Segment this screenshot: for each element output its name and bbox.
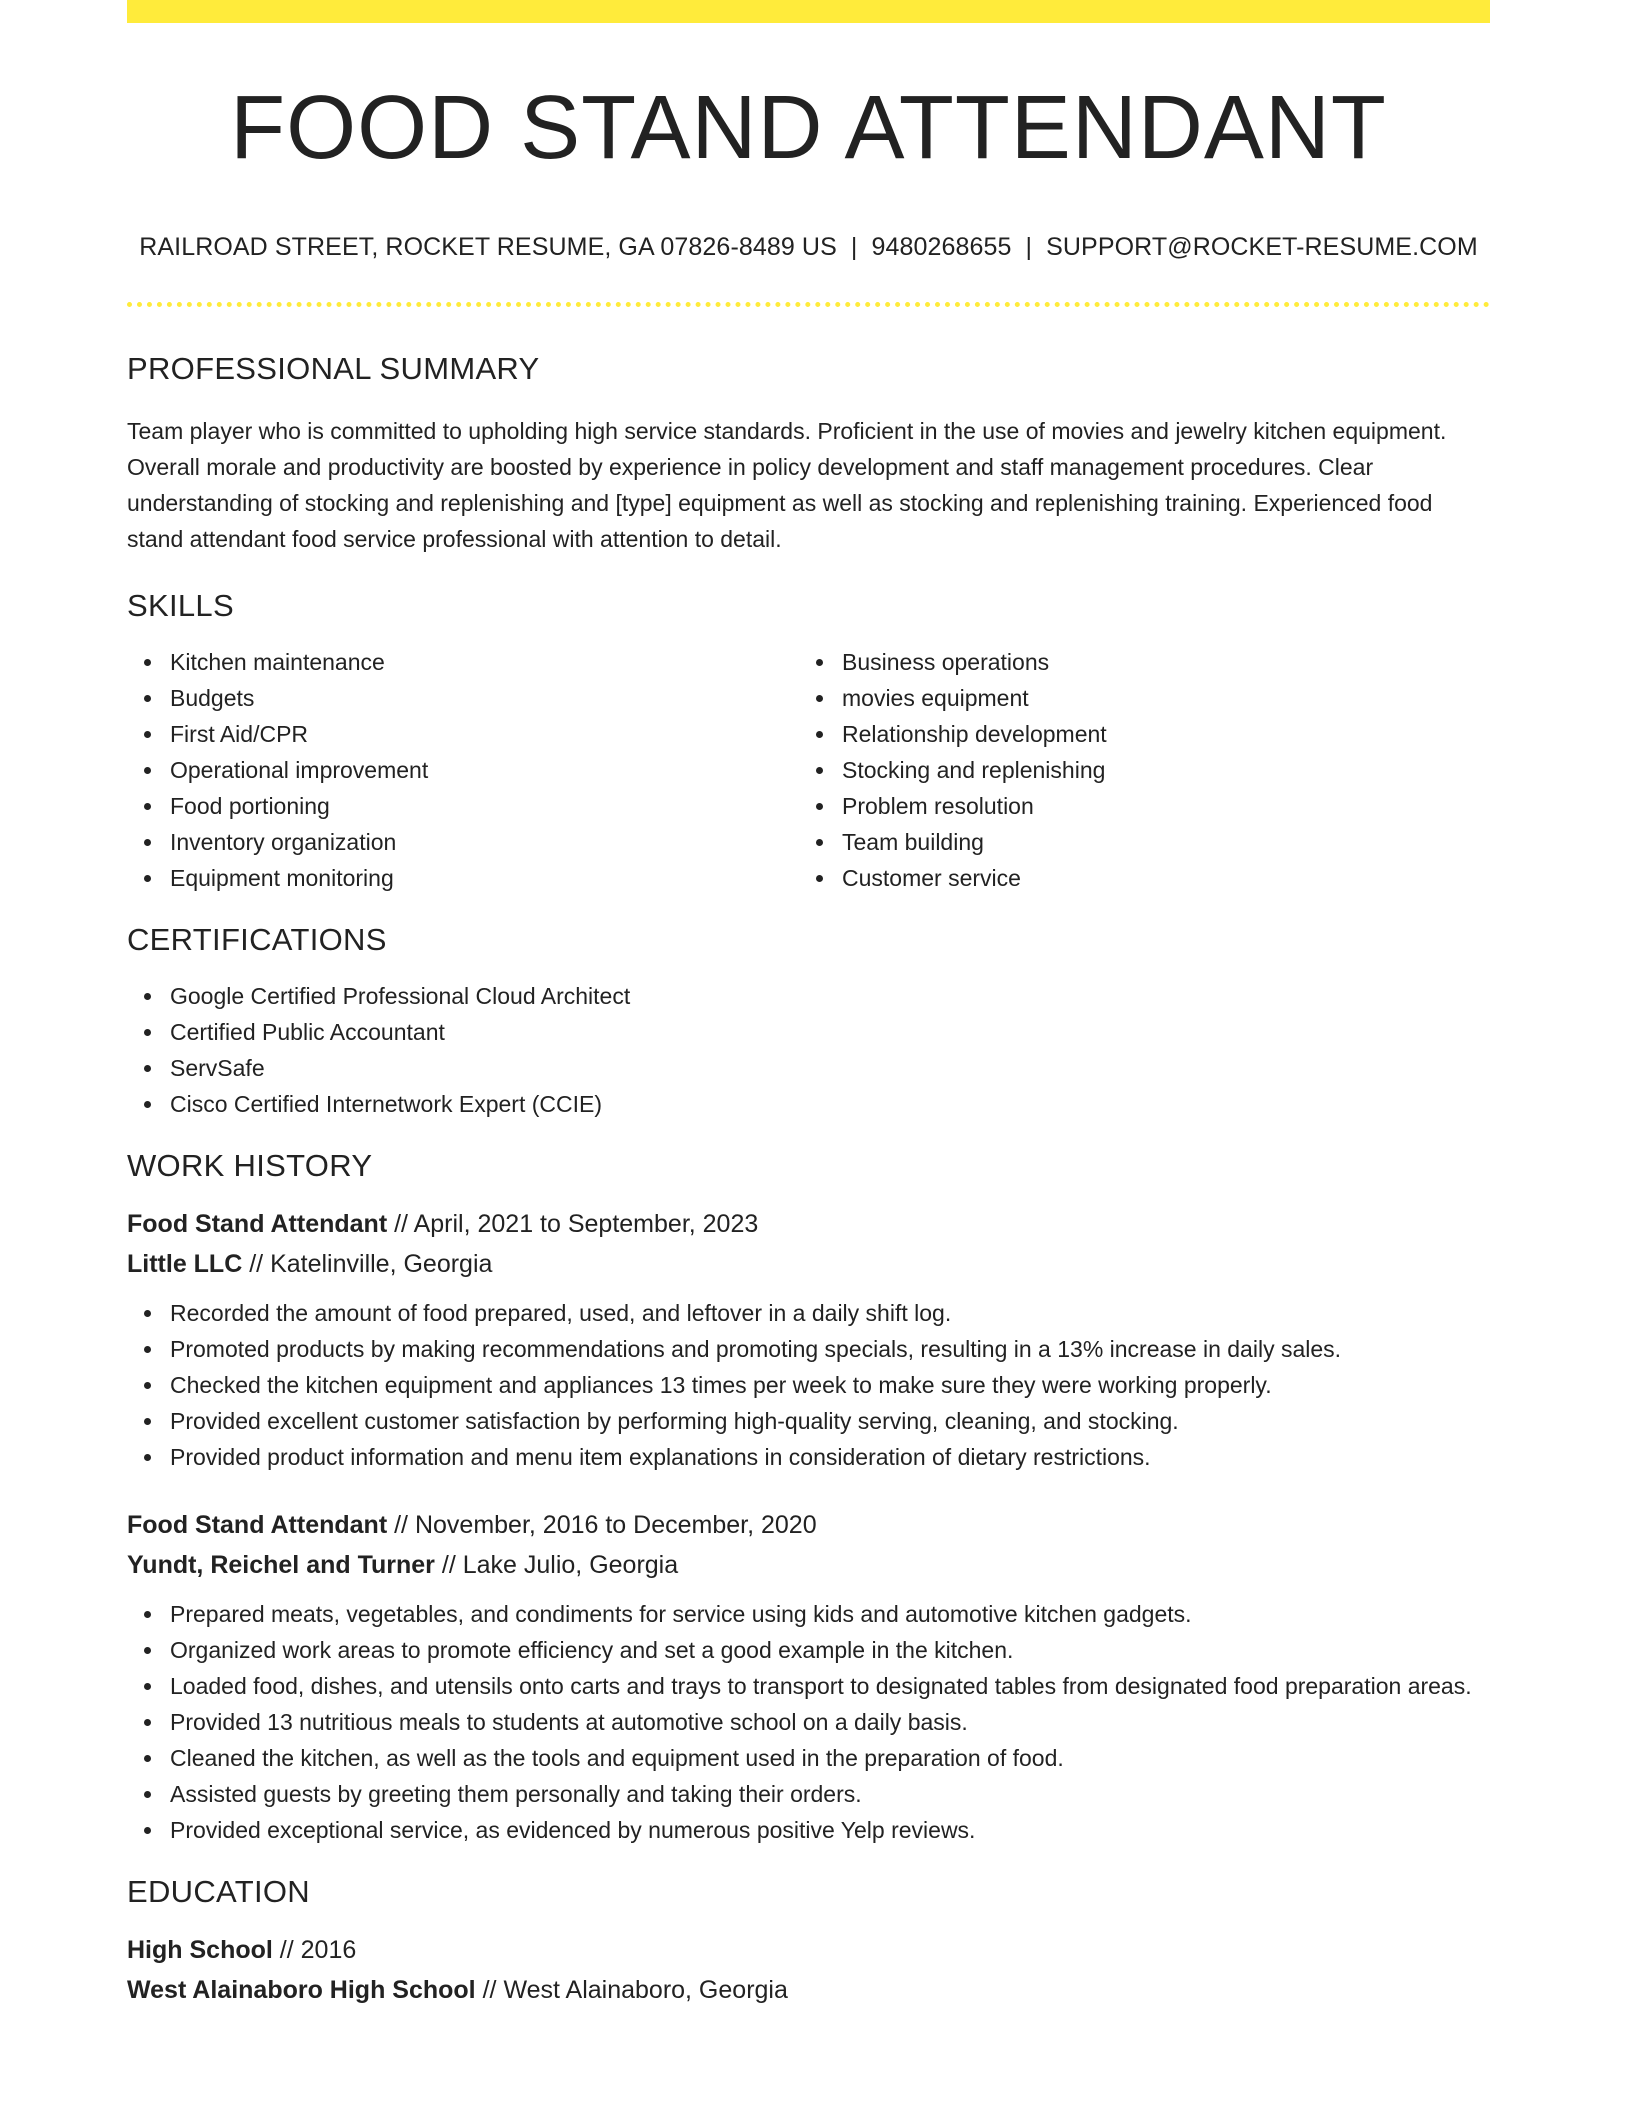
job-entry xyxy=(127,1204,1490,1475)
education-year: 2016 xyxy=(300,1936,357,1964)
job-duty: Provided exceptional service, as evidenced by numerous positive Yelp reviews. xyxy=(127,1812,1490,1848)
certifications-list xyxy=(127,978,1490,1122)
skill-item: Kitchen maintenance xyxy=(127,644,799,680)
job-duty: Assisted guests by greeting them personally and taking their orders. xyxy=(127,1776,1490,1812)
job-dates: April, 2021 to September, 2023 xyxy=(413,1210,759,1238)
contact-line xyxy=(127,233,1490,262)
skill-item: Relationship development xyxy=(799,716,1471,752)
skills-column-left xyxy=(127,644,799,896)
job-divider: // xyxy=(394,1210,409,1238)
candidate-name: FOOD STAND ATTENDANT xyxy=(230,78,1387,178)
contact-separator: | xyxy=(850,233,858,261)
skill-item: Equipment monitoring xyxy=(127,860,799,896)
job-divider: // xyxy=(394,1511,409,1539)
education-school: West Alainaboro High School xyxy=(127,1976,476,2004)
certification-item: ServSafe xyxy=(127,1050,1490,1086)
summary-text: Team player who is committed to upholding high service standards. Proficient in the use of movies and jewelry kitchen equipment. Overall morale and productivity are boosted by experience in policy development and staff management procedures. Clear understanding of stocking and replenishing and [type] equipment as well as stocking and replenishing training. Experienced food stand attendant food service professional with attention to detail. xyxy=(127,418,1447,552)
job-location: Katelinville, Georgia xyxy=(270,1250,493,1278)
job-duty: Provided excellent customer satisfaction by performing high-quality serving, cleaning, and stocking. xyxy=(127,1403,1490,1439)
job-duty: Checked the kitchen equipment and appliances 13 times per week to make sure they were working properly. xyxy=(127,1367,1490,1403)
skill-item: Customer service xyxy=(799,860,1471,896)
contact-email: SUPPORT@ROCKET-RESUME.COM xyxy=(1046,233,1478,261)
accent-top-bar xyxy=(127,0,1490,23)
skill-item: movies equipment xyxy=(799,680,1471,716)
certification-item: Google Certified Professional Cloud Architect xyxy=(127,978,1490,1014)
job-divider: // xyxy=(249,1250,264,1278)
work-history-heading: WORK HISTORY xyxy=(127,1148,373,1183)
job-company: Little LLC xyxy=(127,1250,243,1278)
contact-address: RAILROAD STREET, ROCKET RESUME, GA 07826-8489 US xyxy=(139,233,837,261)
contact-phone: 9480268655 xyxy=(871,233,1012,261)
job-role: Food Stand Attendant xyxy=(127,1210,388,1238)
skill-item: First Aid/CPR xyxy=(127,716,799,752)
skills-column-right xyxy=(799,644,1471,896)
job-duties-list xyxy=(127,1295,1490,1475)
skills-heading: SKILLS xyxy=(127,588,234,623)
skill-item: Food portioning xyxy=(127,788,799,824)
job-duty: Cleaned the kitchen, as well as the tools and equipment used in the preparation of food. xyxy=(127,1740,1490,1776)
skill-item: Team building xyxy=(799,824,1471,860)
job-duty: Prepared meats, vegetables, and condiments for service using kids and automotive kitchen gadgets. xyxy=(127,1596,1490,1632)
skill-item: Inventory organization xyxy=(127,824,799,860)
contact-separator: | xyxy=(1025,233,1033,261)
certifications-heading: CERTIFICATIONS xyxy=(127,922,387,957)
skill-item: Operational improvement xyxy=(127,752,799,788)
job-company: Yundt, Reichel and Turner xyxy=(127,1551,435,1579)
education-divider: // xyxy=(482,1976,497,2004)
education-degree: High School xyxy=(127,1936,273,1964)
skill-item: Problem resolution xyxy=(799,788,1471,824)
job-duties-list xyxy=(127,1596,1490,1848)
summary-heading: PROFESSIONAL SUMMARY xyxy=(127,351,540,386)
job-duty: Loaded food, dishes, and utensils onto carts and trays to transport to designated tables from designated food preparation areas. xyxy=(127,1668,1490,1704)
job-dates: November, 2016 to December, 2020 xyxy=(414,1511,817,1539)
job-location: Lake Julio, Georgia xyxy=(462,1551,679,1579)
job-role: Food Stand Attendant xyxy=(127,1511,388,1539)
job-company-line xyxy=(127,1545,1490,1585)
education-location: West Alainaboro, Georgia xyxy=(503,1976,788,2004)
education-divider: // xyxy=(279,1936,294,1964)
education-school-line xyxy=(127,1970,1490,2010)
education-degree-line xyxy=(127,1930,1490,1970)
certification-item: Certified Public Accountant xyxy=(127,1014,1490,1050)
skill-item: Stocking and replenishing xyxy=(799,752,1471,788)
job-title-line xyxy=(127,1204,1490,1244)
skill-item: Budgets xyxy=(127,680,799,716)
job-duty: Provided product information and menu item explanations in consideration of dietary restrictions. xyxy=(127,1439,1490,1475)
resume-page xyxy=(127,0,1490,2010)
education-entry xyxy=(127,1930,1490,2010)
job-duty: Recorded the amount of food prepared, used, and leftover in a daily shift log. xyxy=(127,1295,1490,1331)
certification-item: Cisco Certified Internetwork Expert (CCIE) xyxy=(127,1086,1490,1122)
job-duty: Promoted products by making recommendations and promoting specials, resulting in a 13% increase in daily sales. xyxy=(127,1331,1490,1367)
job-title-line xyxy=(127,1505,1490,1545)
job-duty: Organized work areas to promote efficiency and set a good example in the kitchen. xyxy=(127,1632,1490,1668)
skills-list xyxy=(127,644,1490,896)
job-company-line xyxy=(127,1244,1490,1284)
job-divider: // xyxy=(441,1551,456,1579)
dotted-divider xyxy=(127,302,1490,307)
job-duty: Provided 13 nutritious meals to students at automotive school on a daily basis. xyxy=(127,1704,1490,1740)
skill-item: Business operations xyxy=(799,644,1471,680)
education-heading: EDUCATION xyxy=(127,1874,310,1909)
job-entry xyxy=(127,1505,1490,1848)
